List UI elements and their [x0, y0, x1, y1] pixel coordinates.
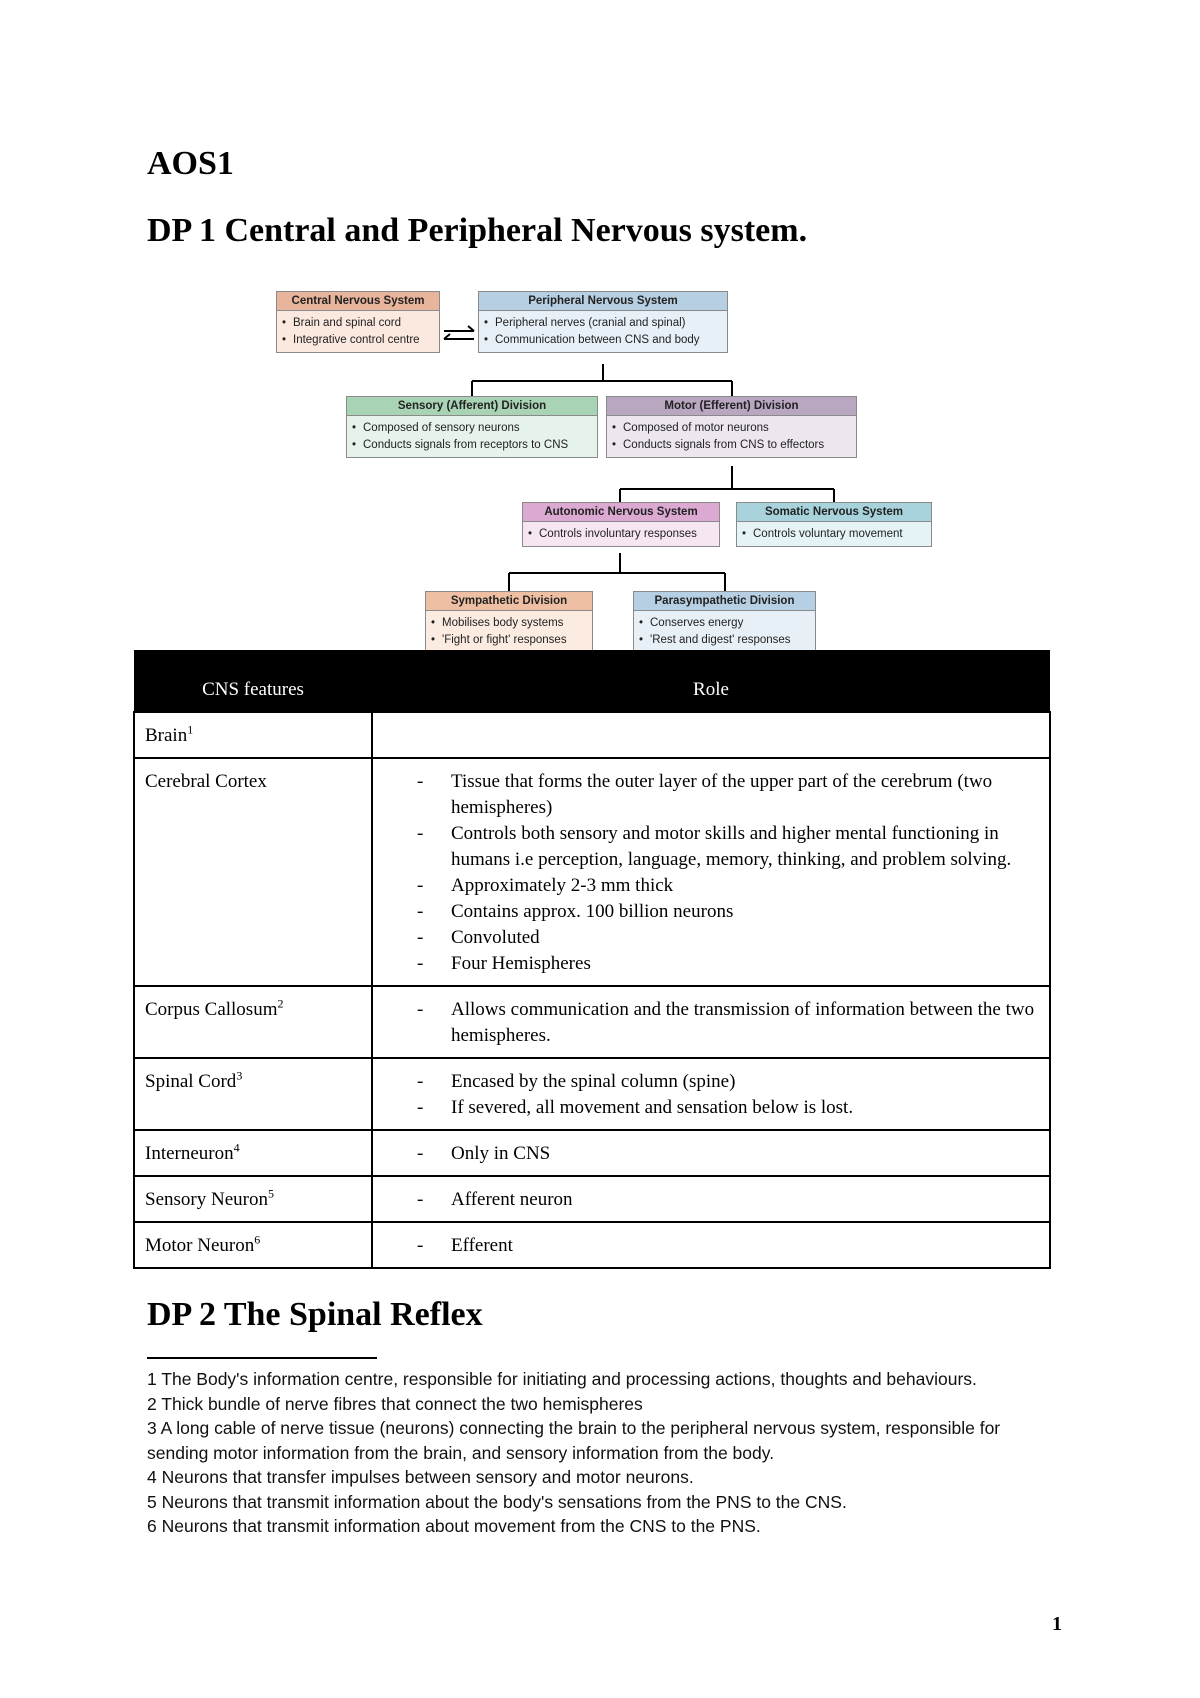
role-item: - Approximately 2-3 mm thick	[413, 873, 1039, 899]
feature-cell	[134, 1130, 372, 1176]
sensory-item: • Composed of sensory neurons	[363, 420, 593, 437]
role-cell	[372, 758, 1050, 986]
feature-name: Interneuron	[145, 1143, 234, 1164]
role-cell	[372, 1176, 1050, 1222]
feature-cell	[134, 712, 372, 758]
feature-cell	[134, 1222, 372, 1268]
table-row	[134, 758, 1050, 986]
footnote: 1 The Body's information centre, responsible for initiating and processing actions, thoughts and behaviours.	[147, 1369, 977, 1389]
cns-item: • Integrative control centre	[293, 332, 435, 349]
table-row	[134, 986, 1050, 1058]
footnote: 5 Neurons that transmit information about the body's sensations from the PNS to the CNS.	[147, 1491, 847, 1512]
footnote: 6 Neurons that transmit information about movement from the CNS to the PNS.	[147, 1516, 761, 1536]
role-item: - If severed, all movement and sensation below is lost.	[413, 1095, 1039, 1121]
footnote-ref[interactable]: 2	[277, 996, 284, 1011]
role-item: - Four Hemispheres	[413, 951, 1039, 977]
footnote: 4 Neurons that transfer impulses between sensory and motor neurons.	[147, 1467, 694, 1487]
table-row	[134, 712, 1050, 758]
autonomic-item: • Controls involuntary responses	[539, 526, 715, 543]
feature-name: Spinal Cord	[145, 1071, 237, 1092]
feature-name: Brain	[145, 725, 188, 746]
table-row	[134, 1176, 1050, 1222]
feature-cell	[134, 986, 372, 1058]
role-cell	[372, 1222, 1050, 1268]
role-item: - Encased by the spinal column (spine)	[413, 1069, 1039, 1095]
pns-box	[478, 291, 728, 353]
role-list	[413, 1233, 1039, 1259]
pns-title: Peripheral Nervous System	[479, 292, 727, 311]
role-item: - Convoluted	[413, 925, 1039, 951]
footnote-separator	[147, 1357, 377, 1359]
role-list	[413, 997, 1039, 1049]
footnote-ref[interactable]: 1	[187, 722, 194, 737]
somatic-title: Somatic Nervous System	[737, 503, 931, 522]
feature-cell	[134, 758, 372, 986]
sympathetic-item: • Mobilises body systems	[442, 615, 588, 632]
footnote-ref[interactable]: 5	[267, 1186, 274, 1201]
pns-item: • Communication between CNS and body	[495, 332, 723, 349]
footnote-ref[interactable]: 6	[254, 1232, 261, 1247]
somatic-box	[736, 502, 932, 547]
role-list	[413, 769, 1039, 977]
header-role: Role	[372, 650, 1050, 712]
motor-item: • Composed of motor neurons	[623, 420, 852, 437]
page-number: 1	[1052, 1613, 1062, 1635]
table-row	[134, 1222, 1050, 1268]
table-body	[134, 712, 1050, 1268]
role-item: - Only in CNS	[413, 1141, 1039, 1167]
parasympathetic-title: Parasympathetic Division	[634, 592, 815, 611]
table-row	[134, 1130, 1050, 1176]
sympathetic-title: Sympathetic Division	[426, 592, 592, 611]
heading-dp1: DP 1 Central and Peripheral Nervous system.	[147, 212, 808, 249]
role-cell	[372, 712, 1050, 758]
footnote: 2 Thick bundle of nerve fibres that connect the two hemispheres	[147, 1393, 643, 1414]
cns-title: Central Nervous System	[277, 292, 439, 311]
motor-title: Motor (Efferent) Division	[607, 397, 856, 416]
sensory-title: Sensory (Afferent) Division	[347, 397, 597, 416]
feature-cell	[134, 1058, 372, 1130]
motor-division-box	[606, 396, 857, 458]
role-item: - Contains approx. 100 billion neurons	[413, 899, 1039, 925]
somatic-item: • Controls voluntary movement	[753, 526, 927, 543]
footnotes	[147, 1367, 1047, 1539]
parasympathetic-box	[633, 591, 816, 653]
role-list	[413, 1187, 1039, 1213]
heading-aos: AOS1	[147, 145, 234, 182]
feature-name: Sensory Neuron	[145, 1189, 268, 1210]
role-cell	[372, 1130, 1050, 1176]
sympathetic-box	[425, 591, 593, 653]
heading-dp2: DP 2 The Spinal Reflex	[147, 1296, 483, 1333]
sympathetic-item: • 'Fight or fight' responses	[442, 632, 588, 649]
header-cns-features: CNS features	[134, 650, 372, 712]
cns-box	[276, 291, 440, 353]
role-cell	[372, 986, 1050, 1058]
role-item: - Controls both sensory and motor skills and higher mental functioning in humans i.e perception, language, memory, thinking, and problem solving.	[413, 821, 1039, 873]
cns-features-table	[133, 650, 1051, 1269]
sensory-division-box	[346, 396, 598, 458]
table-row	[134, 1058, 1050, 1130]
role-item: - Tissue that forms the outer layer of the upper part of the cerebrum (two hemispheres)	[413, 769, 1039, 821]
autonomic-title: Autonomic Nervous System	[523, 503, 719, 522]
role-list	[413, 1141, 1039, 1167]
feature-name: Corpus Callosum	[145, 999, 278, 1020]
feature-cell	[134, 1176, 372, 1222]
feature-name: Motor Neuron	[145, 1235, 255, 1256]
feature-name: Cerebral Cortex	[145, 771, 267, 792]
role-item: - Allows communication and the transmission of information between the two hemispheres.	[413, 997, 1039, 1049]
role-cell	[372, 1058, 1050, 1130]
pns-item: • Peripheral nerves (cranial and spinal)	[495, 315, 723, 332]
cns-item: • Brain and spinal cord	[293, 315, 435, 332]
role-list	[413, 1069, 1039, 1121]
sensory-item: • Conducts signals from receptors to CNS	[363, 437, 593, 454]
autonomic-box	[522, 502, 720, 547]
nervous-system-diagram	[270, 285, 945, 668]
parasympathetic-item: • Conserves energy	[650, 615, 811, 632]
motor-item: • Conducts signals from CNS to effectors	[623, 437, 852, 454]
footnote: 3 A long cable of nerve tissue (neurons) connecting the brain to the peripheral nervous system, responsible for sending motor information from the brain, and sensory information from the body.	[147, 1418, 1001, 1463]
table-header-row	[134, 650, 1050, 712]
parasympathetic-item: • 'Rest and digest' responses	[650, 632, 811, 649]
role-item: - Afferent neuron	[413, 1187, 1039, 1213]
footnote-ref[interactable]: 3	[236, 1068, 243, 1083]
footnote-ref[interactable]: 4	[233, 1140, 240, 1155]
role-item: - Efferent	[413, 1233, 1039, 1259]
